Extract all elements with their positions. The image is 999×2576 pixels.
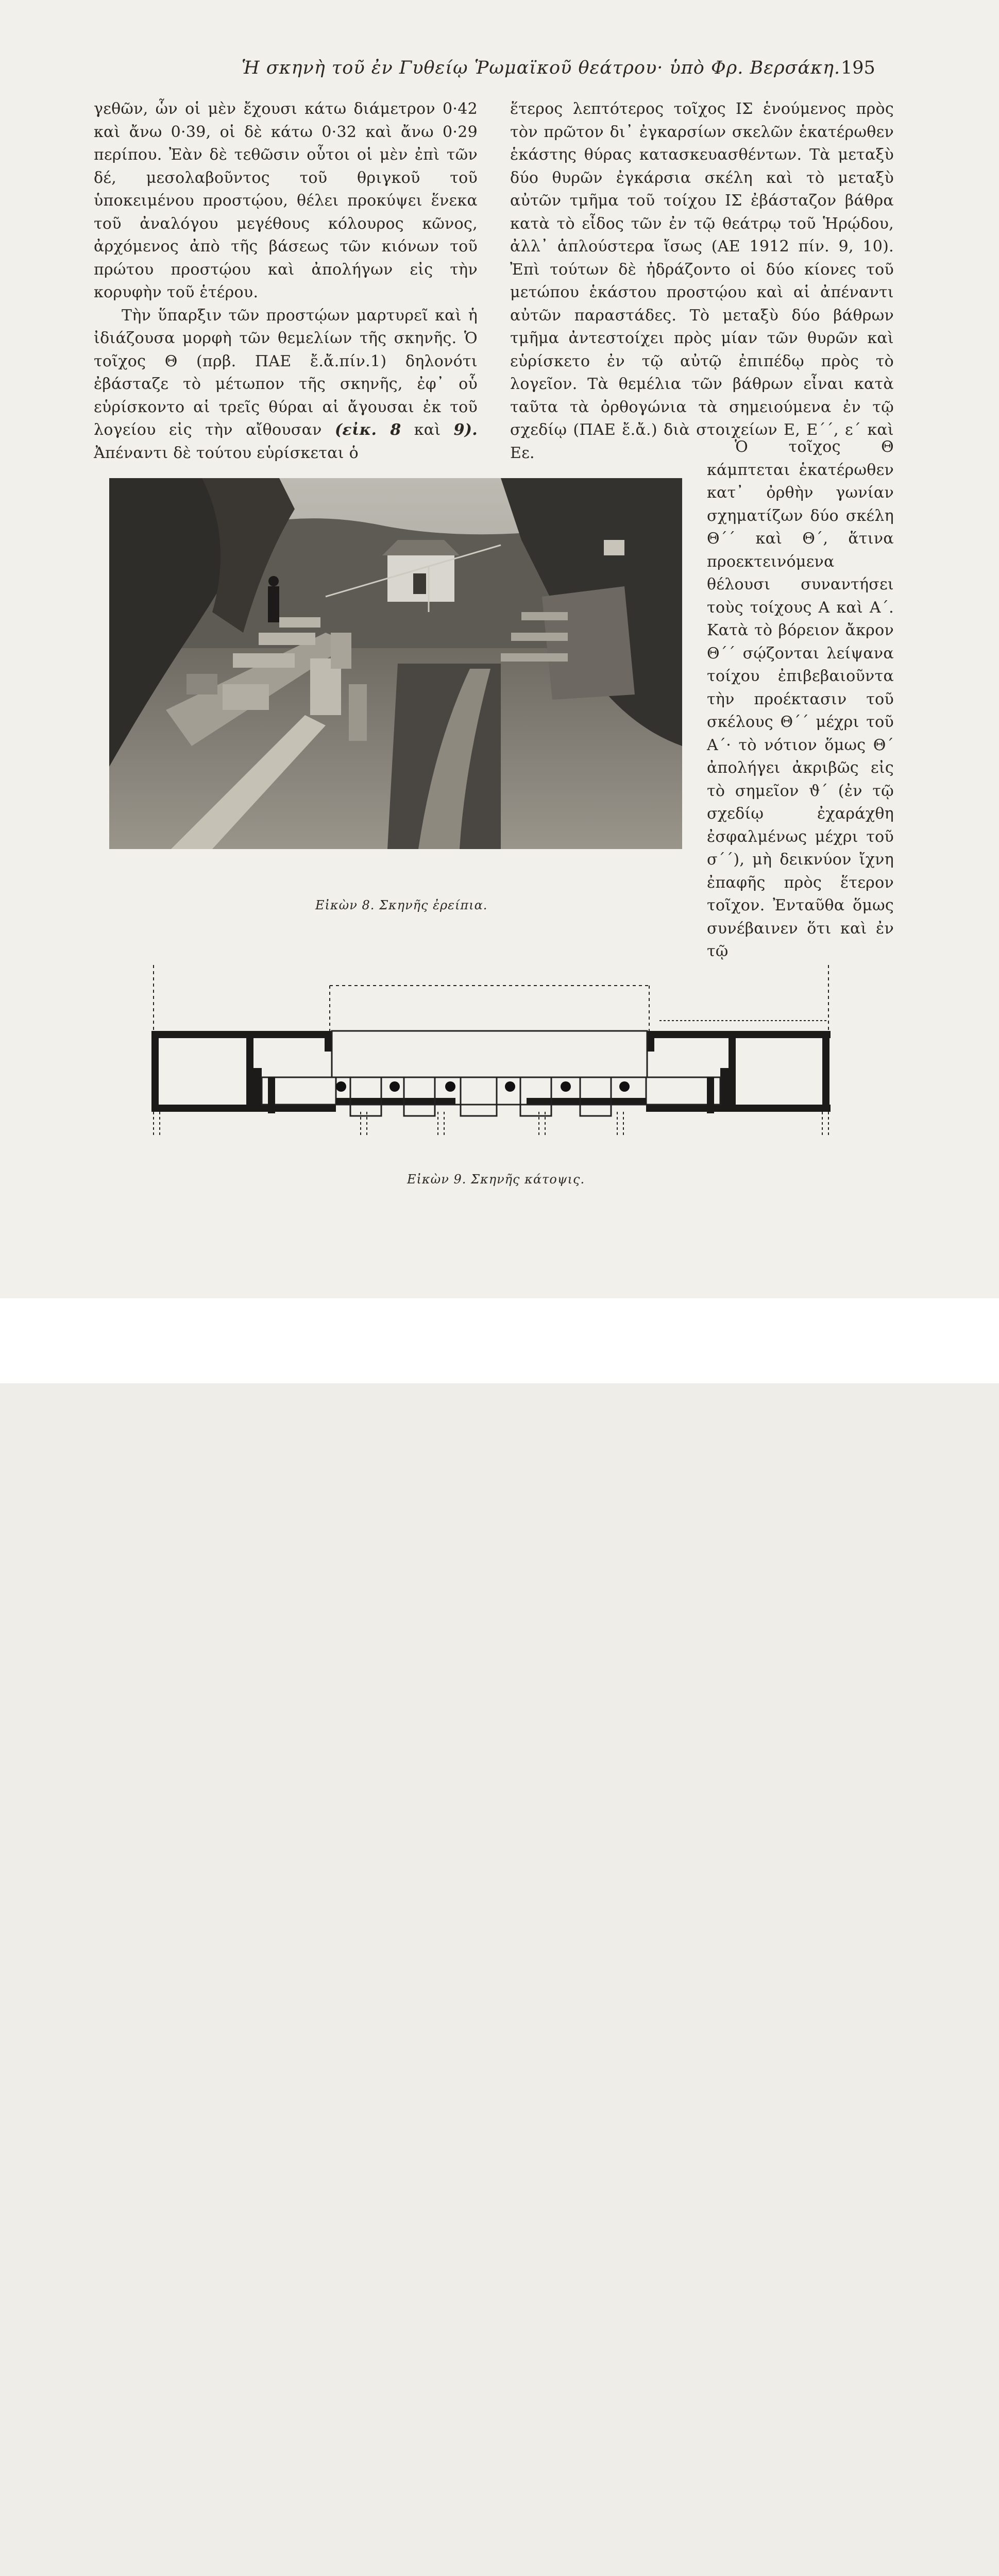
stage-plan-drawing	[149, 965, 835, 1156]
figure-reference: (εἰκ. 8	[334, 421, 401, 439]
digitization-footer	[0, 1298, 999, 1383]
page-number: 195	[841, 58, 875, 78]
left-column	[94, 98, 478, 465]
ruins-photo-illustration	[109, 478, 682, 849]
figure-9-caption: Εἰκὼν 9. Σκηνῆς κάτοψις.	[407, 1172, 585, 1187]
figure-reference-2: 9).	[453, 421, 478, 439]
right-column	[510, 98, 894, 465]
figure-8-photograph	[109, 478, 682, 849]
left-paragraph-2-text: Τὴν ὕπαρξιν τῶν προστῴων μαρτυρεῖ καὶ ἡ ἰδιάζουσα μορφὴ τῶν θεμελίων τῆς σκηνῆς. Ὁ τοῖχος Θ (πρβ. ΠΑΕ ἔ.ἄ.πίν.1) δηλονότι ἐβάσταζε τὸ μέτωπον τῆς σκηνῆς, ἐφ᾽ οὗ εὑρίσκοντο αἱ τρεῖς θύραι αἱ ἄγουσαι ἐκ τοῦ λογείου εἰς τὴν αἴθουσαν	[94, 306, 478, 439]
right-column-beside-figure	[707, 436, 894, 963]
left-paragraph-1: γεθῶν, ὧν οἱ μὲν ἔχουσι κάτω διάμετρον 0·42 καὶ ἄνω 0·39, οἱ δὲ κάτω 0·32 καὶ ἄνω 0·29 περίπου. Ἐὰν δὲ τεθῶσιν οὗτοι οἱ μὲν ἐπὶ τῶν δέ, μεσολαβοῦντος τοῦ θριγκοῦ τοῦ ὑποκειμένου προστῴου, θέλει προκύψει ἕνεκα τοῦ ἀναλόγου μεγέθους κόλουρος κῶνος, ἀρχόμενος ἀπὸ τῆς βάσεως τῶν κιόνων τοῦ πρώτου προστῴου καὶ ἀπολήγων εἰς τὴν κορυφὴν τοῦ ἑτέρου.	[94, 100, 478, 301]
figure-reference-and: καὶ	[401, 421, 454, 439]
right-paragraph-2: Ὁ τοῖχος Θ κάμπτεται ἑκατέρωθεν κατ᾽ ὀρθὴν γωνίαν σχηματίζων δύο σκέλη Θ΄΄ καὶ Θ΄, ἅτινα προεκτεινόμενα θέλουσι συναντήσει τοὺς τοίχους Α καὶ Α΄. Κατὰ τὸ βόρειον ἄκρον Θ΄΄ σῴζονται λείψανα τοίχου ἐπιβεβαιοῦντα τὴν προέκτασιν τοῦ σκέλους Θ΄΄ μέχρι τοῦ Α΄· τὸ νότιον ὅμως Θ΄ ἀπολήγει ἀκριβῶς εἰς τὸ σημεῖον ϑ΄ (ἐν τῷ σχεδίῳ ἐχαράχθη ἐσφαλμένως μέχρι τοῦ σ΄΄), μὴ δεικνύον ἴχνη ἐπαφῆς πρὸς ἕτερον τοῖχον. Ἐνταῦθα ὅμως συνέβαινεν ὅτι καὶ ἐν τῷ	[707, 438, 894, 960]
figure-9-ground-plan	[149, 965, 835, 1156]
left-paragraph-2-end: Ἀπέναντι δὲ τούτου εὑρίσκεται ὁ	[94, 444, 359, 462]
right-paragraph-1: ἕτερος λεπτότερος τοῖχος ΙΣ ἑνούμενος πρὸς τὸν πρῶτον δι᾽ ἐγκαρσίων σκελῶν ἑκατέρωθεν ἑκάστης θύρας κατασκευασθέντων. Τὰ μεταξὺ δύο θυρῶν ἐγκάρσια σκέλη καὶ τὸ μεταξὺ αὐτῶν τμῆμα τοῦ τοίχου ΙΣ ἐβάσταζον βάθρα κατὰ τὸ εἶδος τῶν ἐν τῷ θεάτρῳ τοῦ Ἡρῴδου, ἀλλ᾽ ἁπλούστερα ἴσως (ΑΕ 1912 πίν. 9, 10). Ἐπὶ τούτων δὲ ἠδράζοντο οἱ δύο κίονες τοῦ μετώπου ἑκάστου προστῴου καὶ αἱ ἀπέναντι αὐτῶν παραστάδες. Τὸ μεταξὺ δύο βάθρων τμῆμα ἀντεστοίχει πρὸς μίαν τῶν θυρῶν καὶ εὑρίσκετο ἐν τῷ αὐτῷ ἐπιπέδῳ πρὸς τὸ λογεῖον. Τὰ θεμέλια τῶν βάθρων εἶναι κατὰ ταῦτα τὰ ὀρθογώνια τὰ σημειούμενα ἐν τῷ σχεδίῳ (ΠΑΕ ἔ.ἄ.) διὰ στοιχείων Ε, Ε΄΄, ε΄ καὶ Εε.	[510, 100, 894, 462]
left-paragraph-2	[94, 304, 478, 465]
figure-8-caption: Εἰκὼν 8. Σκηνῆς ἐρείπια.	[315, 898, 488, 912]
running-head: Ἡ σκηνὴ τοῦ ἐν Γυθείῳ Ῥωμαϊκοῦ θεάτρου· ὑπὸ Φρ. Βερσάκη.	[241, 58, 841, 78]
